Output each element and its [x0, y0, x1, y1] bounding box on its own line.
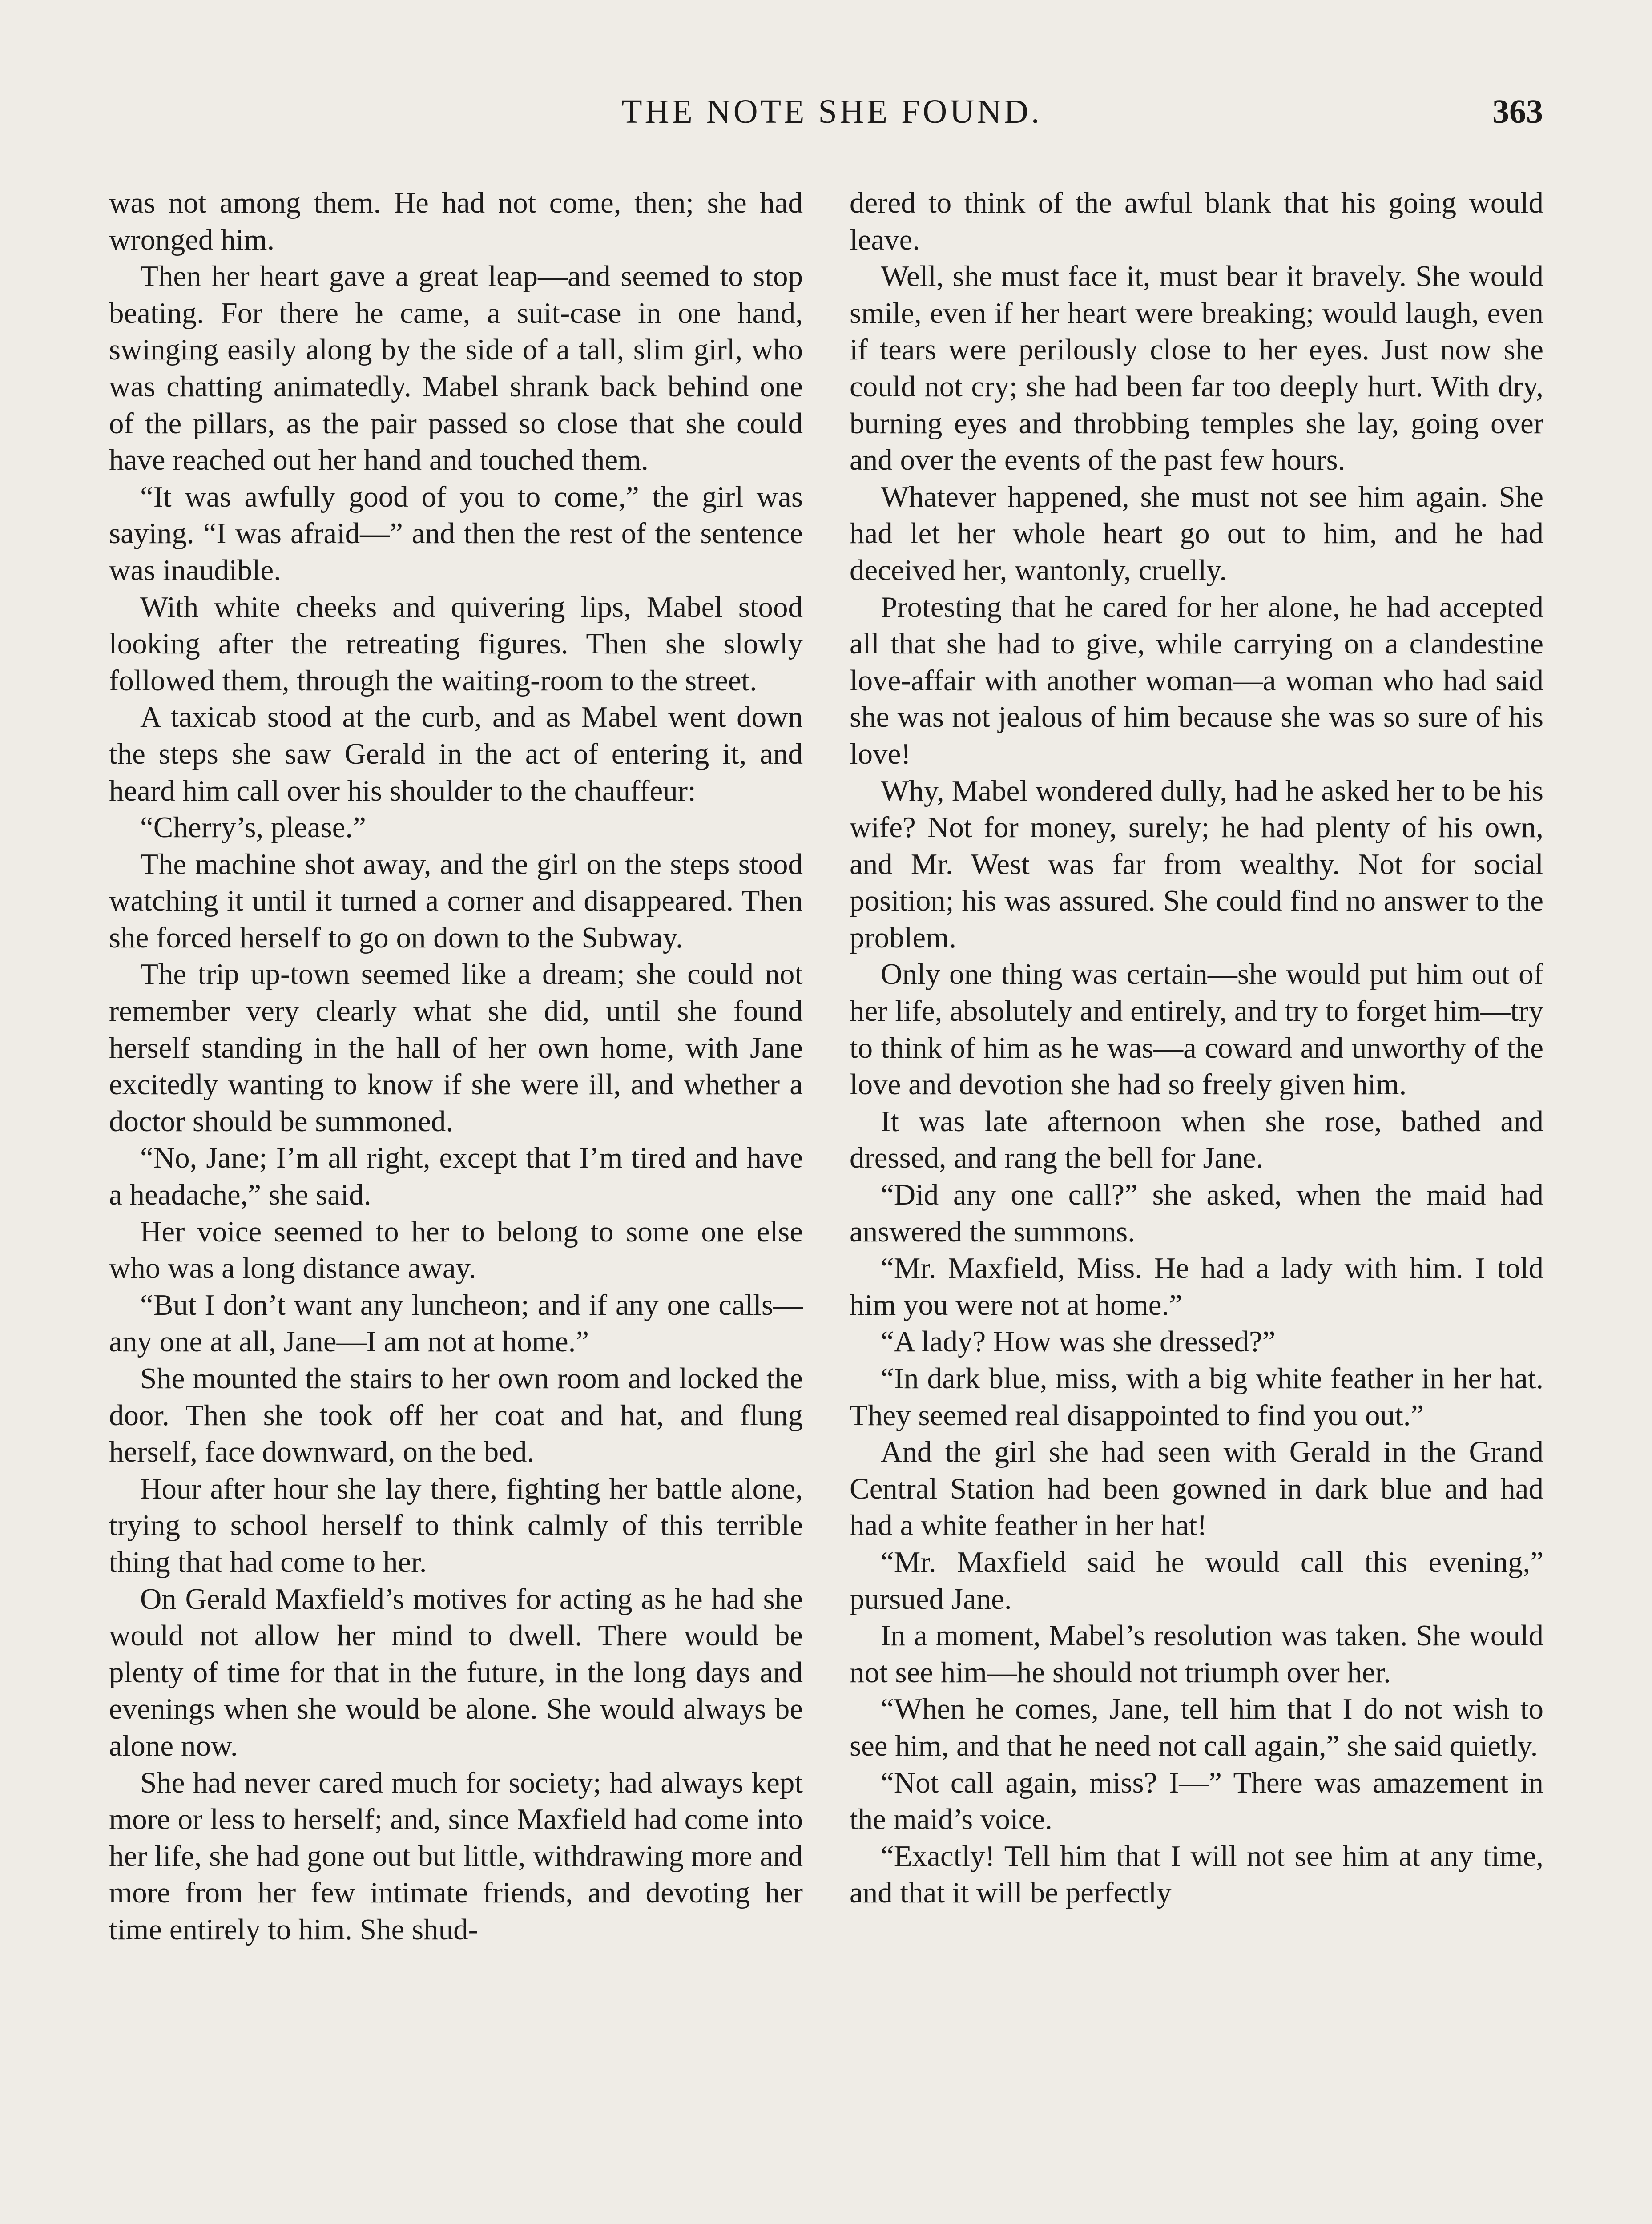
paragraph: With white cheeks and quivering lips, Mabel stood looking after the retreating figures. Then she slowly followed them, through the waiting-room to the street.: [109, 590, 803, 697]
paragraph: was not among them. He had not come, then; she had wronged him.: [109, 186, 803, 256]
paragraph: It was late afternoon when she rose, bathed and dressed, and rang the bell for Jane.: [850, 1104, 1543, 1175]
paragraph: “In dark blue, miss, with a big white feather in her hat. They seemed real disappointed to find you out.”: [850, 1362, 1543, 1432]
paragraph: Hour after hour she lay there, fighting her battle alone, trying to school herself to think calmly of this terrible thing that had come to her.: [109, 1472, 803, 1579]
paragraph: “Mr. Maxfield said he would call this evening,” pursued Jane.: [850, 1545, 1543, 1616]
paragraph: Well, she must face it, must bear it bravely. She would smile, even if her heart were breaking; would laugh, even if tears were perilously close to her eyes. Just now she could not cry; she had been far too deeply hurt. With dry, burning eyes and throbbing temples she lay, going over and over the events of the past few hours.: [850, 260, 1543, 477]
paragraph: Only one thing was certain—she would put him out of her life, absolutely and entirely, and try to forget him—try to think of him as he was—a coward and unworthy of the love and devotion she had so freely given him.: [850, 958, 1543, 1101]
paragraph: “Did any one call?” she asked, when the maid had answered the summons.: [850, 1178, 1543, 1248]
paragraph: “A lady? How was she dressed?”: [881, 1325, 1276, 1358]
paragraph: Protesting that he cared for her alone, he had accepted all that she had to give, while carrying on a clandestine love-affair with another woman—a woman who had said she was not jealous of him because she was so sure of his love!: [850, 590, 1543, 770]
paragraph: The trip up-town seemed like a dream; she could not remember very clearly what she did, until she found herself standing in the hall of her own home, with Jane excitedly wanting to know if she were ill, and whether a doctor should be summoned.: [109, 958, 803, 1138]
paragraph: “Mr. Maxfield, Miss. He had a lady with him. I told him you were not at home.”: [850, 1252, 1543, 1322]
page-number: 363: [1492, 93, 1543, 130]
paragraph: On Gerald Maxfield’s motives for acting as he had she would not allow her mind to dwell. There would be plenty of time for that in the future, in the long days and evenings when she would be alone. She would always be alone now.: [109, 1582, 803, 1762]
paragraph: “Exactly! Tell him that I will not see him at any time, and that it will be perfectly: [850, 1839, 1543, 1910]
right-column: [850, 185, 1543, 1911]
paragraph: “When he comes, Jane, tell him that I do not wish to see him, and that he need not call again,” she said quietly.: [850, 1692, 1543, 1762]
paragraph: Her voice seemed to her to belong to some one else who was a long distance away.: [109, 1215, 803, 1285]
paragraph: “Cherry’s, please.”: [140, 811, 366, 844]
paragraph: And the girl she had seen with Gerald in the Grand Central Station had been gowned in dark blue and had had a white feather in her hat!: [850, 1435, 1543, 1542]
paragraph: “Not call again, miss? I—” There was amazement in the maid’s voice.: [850, 1766, 1543, 1836]
left-column: [109, 185, 803, 1948]
paragraph: She mounted the stairs to her own room and locked the door. Then she took off her coat and hat, and flung herself, face downward, on the bed.: [109, 1362, 803, 1469]
paragraph: “But I don’t want any luncheon; and if any one calls—any one at all, Jane—I am not at home.”: [109, 1288, 803, 1358]
paragraph: She had never cared much for society; had always kept more or less to herself; and, since Maxfield had come into her life, she had gone out but little, withdrawing more and more from her few intimate friends, and devoting her time entirely to him. She shud-: [109, 1766, 803, 1946]
paragraph: “It was awfully good of you to come,” the girl was saying. “I was afraid—” and then the rest of the sentence was inaudible.: [109, 480, 803, 587]
paragraph: dered to think of the awful blank that his going would leave.: [850, 186, 1543, 256]
paragraph: Then her heart gave a great leap—and seemed to stop beating. For there he came, a suit-case in one hand, swinging easily along by the side of a tall, slim girl, who was chatting animatedly. Mabel shrank back behind one of the pillars, as the pair passed so close that she could have reached out her hand and touched them.: [109, 260, 803, 477]
running-title: THE NOTE SHE FOUND.: [621, 93, 1042, 130]
paragraph: “No, Jane; I’m all right, except that I’m tired and have a headache,” she said.: [109, 1141, 803, 1212]
paragraph: In a moment, Mabel’s resolution was taken. She would not see him—he should not triumph over her.: [850, 1619, 1543, 1689]
paragraph: A taxicab stood at the curb, and as Mabel went down the steps she saw Gerald in the act of entering it, and heard him call over his shoulder to the chauffeur:: [109, 701, 803, 807]
paragraph: Whatever happened, she must not see him again. She had let her whole heart go out to him, and he had deceived her, wantonly, cruelly.: [850, 480, 1543, 587]
paragraph: The machine shot away, and the girl on the steps stood watching it until it turned a corner and disappeared. Then she forced herself to go on down to the Subway.: [109, 847, 803, 954]
paragraph: Why, Mabel wondered dully, had he asked her to be his wife? Not for money, surely; he had plenty of his own, and Mr. West was far from wealthy. Not for social position; his was assured. She could find no answer to the problem.: [850, 774, 1543, 954]
